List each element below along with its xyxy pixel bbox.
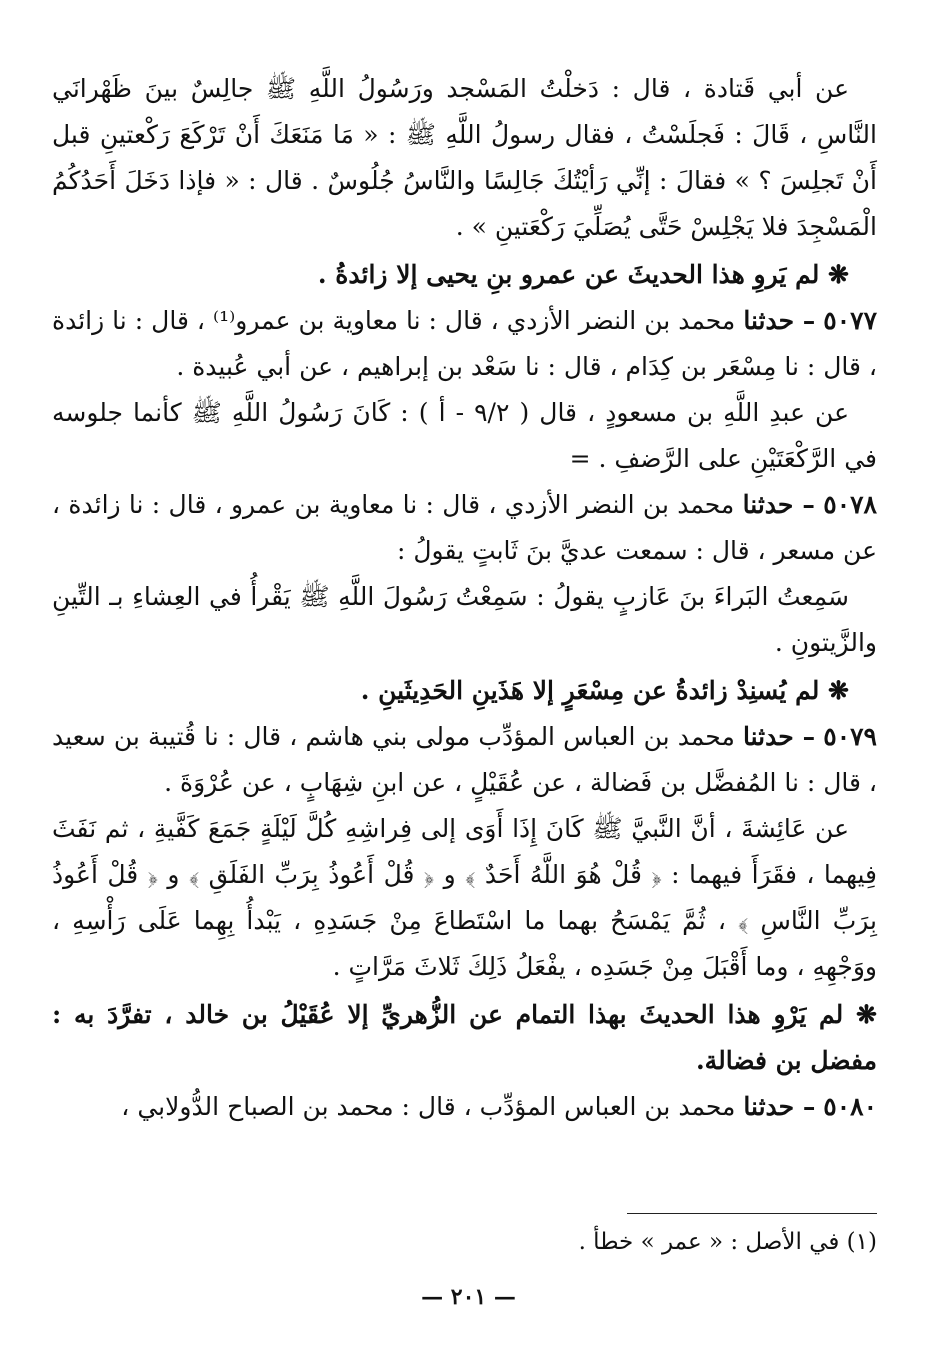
hadith-lead: حدثنا xyxy=(742,490,794,519)
page-body xyxy=(52,66,877,1130)
hadith-number: ٥٠٧٩ xyxy=(823,722,877,751)
hadith-isnad: محمد بن العباس المؤدِّب ، قال : محمد بن الصباح الدُّولابي ، xyxy=(121,1092,736,1121)
hadith-lead: حدثنا xyxy=(743,722,794,751)
hadith-lead: حدثنا xyxy=(743,1092,795,1121)
hadith-number: ٥٠٧٧ xyxy=(823,306,877,335)
hadith-text: سَمِعتُ البَراءَ بنَ عَازبٍ يقولُ : سَمِعْتُ رَسُولَ اللَّهِ ﷺ يَقْرأُ في العِشاءِ بـ التِّينِ والزَّيتونِ . xyxy=(52,582,877,657)
narration-note: ❋ لم يَروِ هذا الحديثَ عن عمرو بنِ يحيى إلا زائدةُ . xyxy=(317,260,849,289)
hadith-chain: ٥٠٧٨ – حدثنا محمد بن النضر الأزدي ، قال : نا معاوية بن عمرو ، قال : نا زائدة ، عن مسعر ، قال : سمعت عديَّ بنَ ثَابتٍ يقولُ : xyxy=(52,490,877,565)
hadith-chain: ٥٠٨٠ – حدثنا محمد بن العباس المؤدِّب ، قال : محمد بن الصباح الدُّولابي ، xyxy=(121,1092,877,1121)
hadith-text: عن أبي قَتادة ، قال : دَخلْتُ المَسْجد ورَسُولُ اللَّهِ ﷺ جالِسٌ بينَ ظَهْرانَي النَّاسِ ، قَالَ : فَجلَسْتُ ، فقال رسولُ اللَّهِ ﷺ : « مَا مَنَعَكَ أَنْ تَرْكَعَ رَكْعتينِ قبل أَنْ تَجلِسَ ؟ » فقالَ : إنِّي رَأيْتُكَ جَالِسًا والنَّاسُ جُلُوسٌ . قال : « فإذا دَخَلَ أَحَدُكُمُ الْمَسْجِدَ فلا يَجْلِسْ حَتَّى يُصَلِّيَ رَكْعَتينِ » . xyxy=(52,74,877,241)
hadith-isnad: محمد بن العباس المؤدِّب مولى بني هاشم ، قال : نا قُتيبة بن سعيد ، قال : نا المُفضَّل بن فَضالة ، عن عُقَيْلٍ ، عن ابنِ شِهَابٍ ، عن عُرْوَةَ . xyxy=(52,722,877,797)
page-number: — ٢٠١ — xyxy=(421,1284,516,1310)
hadith-text: عن عبدِ اللَّهِ بن مسعودٍ ، قال ( ٩/٢ - أ ) : كَانَ رَسُولُ اللَّهِ ﷺ كأنما جلوسه في الرَّكْعَتَيْنِ على الرَّضفِ . = xyxy=(52,398,877,473)
narration-note: ❋ لم يَرْوِ هذا الحديثَ بهذا التمام عن الزُّهريِّ إلا عُقَيْلُ بن خالد ، تفرَّدَ به : مفضل بن فضالة. xyxy=(52,1000,877,1075)
hadith-isnad: محمد بن النضر الأزدي ، قال : نا معاوية بن عمرو ، قال : نا زائدة ، عن مسعر ، قال : سمعت عديَّ بنَ ثَابتٍ يقولُ : xyxy=(52,490,877,565)
hadith-number: ٥٠٨٠ xyxy=(823,1092,877,1121)
hadith-lead: حدثنا xyxy=(743,306,795,335)
hadith-chain: ٥٠٧٧ – حدثنا محمد بن النضر الأزدي ، قال : نا معاوية بن عمرو⁽¹⁾ ، قال : نا زائدة ، قال : نا مِسْعَر بن كِدَام ، قال : نا سَعْد بن إبراهيم ، عن أبي عُبيدة . xyxy=(52,306,877,381)
narration-note: ❋ لم يُسنِدْ زائدةُ عن مِسْعَرٍ إلا هَذَينِ الحَدِيثَينِ . xyxy=(360,676,849,705)
hadith-text: عن عَائِشةَ ، أنَّ النَّبيَّ ﷺ كَانَ إِذَا أَوَى إلى فِراشِهِ كُلَّ لَيْلَةٍ جَمَعَ كَفَّيةِ ، ثم نَفَثَ فِيهما ، فقَرَأَ فيهما : ﴿ قُلْ هُوَ اللَّهُ أَحَدٌ ﴾ و ﴿ قُلْ أَعُوذُ بِرَبِّ الفَلَقِ ﴾ و ﴿ قُلْ أَعُوذُ بِرَبِّ النَّاسِ ﴾ ، ثُمَّ يَمْسَحُ بهما ما اسْتَطاعَ مِنْ جَسَدِهِ ، يَبْدأُ بِهِما عَلَى رَأْسِهِ ، ووَجْهِهِ ، وما أَقْبَلَ مِنْ جَسَدِه ، يفْعَلُ ذَلِكَ ثَلاثَ مَرَّاتٍ . xyxy=(52,814,877,981)
footnote-divider xyxy=(627,1213,877,1214)
hadith-number: ٥٠٧٨ xyxy=(823,490,877,519)
hadith-isnad: محمد بن النضر الأزدي ، قال : نا معاوية بن عمرو⁽¹⁾ ، قال : نا زائدة ، قال : نا مِسْعَر بن كِدَام ، قال : نا سَعْد بن إبراهيم ، عن أبي عُبيدة . xyxy=(52,306,877,381)
hadith-chain: ٥٠٧٩ – حدثنا محمد بن العباس المؤدِّب مولى بني هاشم ، قال : نا قُتيبة بن سعيد ، قال : نا المُفضَّل بن فَضالة ، عن عُقَيْلٍ ، عن ابنِ شِهَابٍ ، عن عُرْوَةَ . xyxy=(52,722,877,797)
footnote: (١) في الأصل : « عمر » خطأ . xyxy=(578,1229,877,1255)
